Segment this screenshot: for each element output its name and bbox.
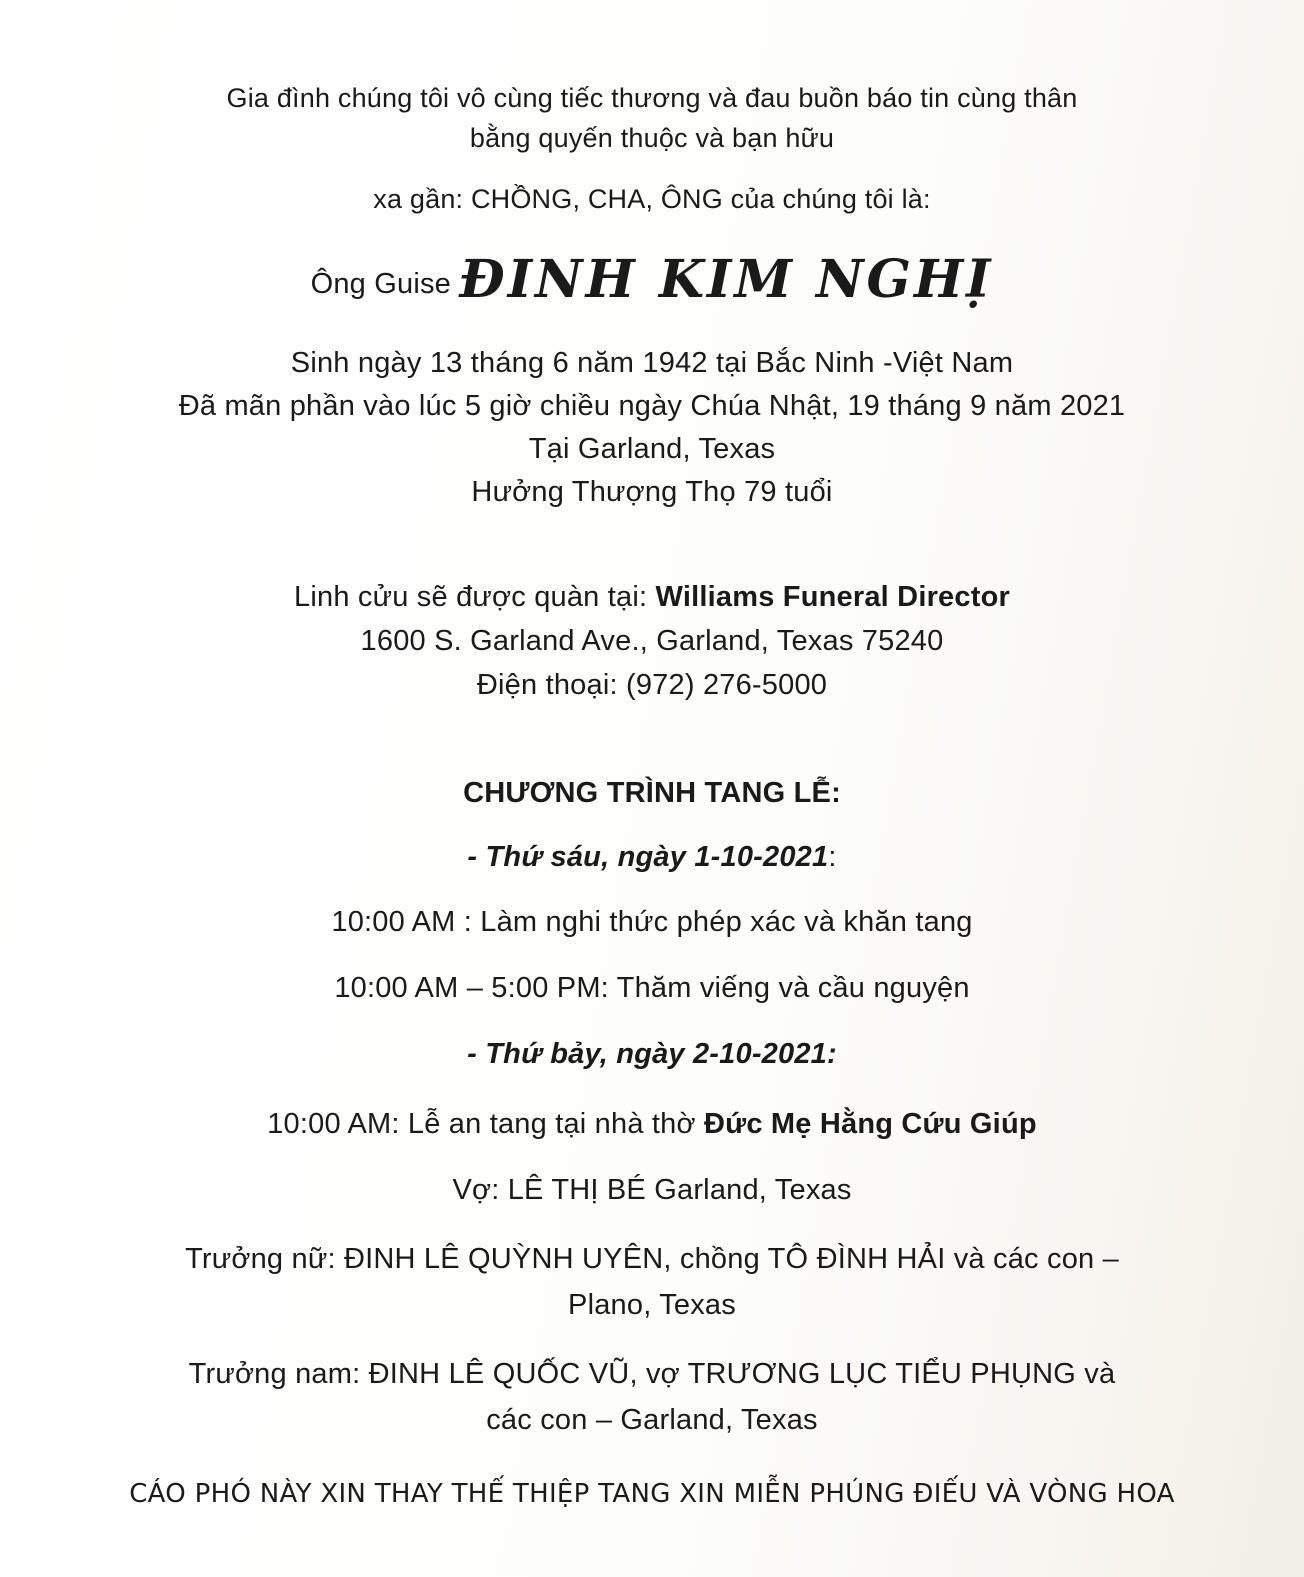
day1-heading-colon: :	[828, 841, 837, 873]
church-name: Đức Mẹ Hằng Cứu Giúp	[703, 1108, 1037, 1140]
day1-heading	[0, 839, 1304, 875]
deceased-name: ĐINH KIM NGHỊ	[459, 249, 994, 310]
day2-item	[0, 1106, 1304, 1142]
funeral-home-name: Williams Funeral Director	[655, 581, 1010, 613]
son-line-2: các con – Garland, Texas	[486, 1404, 818, 1436]
daughter-line-2: Plano, Texas	[568, 1289, 736, 1321]
closing-notice: CÁO PHÓ NÀY XIN THAY THẾ THIỆP TANG XIN MIỄN PHÚNG ĐIẾU VÀ VÒNG HOA	[129, 1479, 1175, 1509]
funeral-home-phone: Điện thoại: (972) 276-5000	[476, 669, 828, 701]
day1-heading-text: - Thứ sáu, ngày 1-10-2021	[467, 841, 829, 873]
intro-line-1: Gia đình chúng tôi vô cùng tiếc thương và đau buồn báo tin cùng thân	[226, 83, 1078, 113]
daughter-line-1: Trưởng nữ: ĐINH LÊ QUỲNH UYÊN, chồng TÔ ĐÌNH HẢI và các con –	[185, 1243, 1119, 1275]
day1-item-2: 10:00 AM – 5:00 PM: Thăm viếng và cầu nguyện	[334, 972, 970, 1004]
deceased-name-line	[0, 248, 1304, 316]
age-info: Hưởng Thượng Thọ 79 tuổi	[471, 476, 833, 508]
day2-item-text: 10:00 AM: Lễ an tang tại nhà thờ	[267, 1108, 696, 1140]
intro-line-3: xa gần: CHỒNG, CHA, ÔNG của chúng tôi là:	[373, 184, 931, 214]
funeral-home-label: Linh cửu sẽ được quàn tại:	[294, 581, 648, 613]
funeral-home-line	[0, 579, 1304, 615]
wife-line: Vợ: LÊ THỊ BÉ Garland, Texas	[452, 1174, 852, 1206]
funeral-home-address: 1600 S. Garland Ave., Garland, Texas 75240	[360, 625, 944, 657]
intro-line-2: bằng quyến thuộc và bạn hữu	[469, 123, 835, 153]
death-place: Tại Garland, Texas	[528, 433, 776, 465]
son-line-1: Trưởng nam: ĐINH LÊ QUỐC VŨ, vợ TRƯƠNG LỤC TIỂU PHỤNG và	[188, 1358, 1116, 1390]
death-info: Đã mãn phần vào lúc 5 giờ chiều ngày Chúa Nhật, 19 tháng 9 năm 2021	[178, 390, 1126, 422]
program-title: CHƯƠNG TRÌNH TANG LỄ:	[463, 777, 841, 809]
day2-heading: - Thứ bảy, ngày 2-10-2021:	[467, 1038, 837, 1070]
day1-item-1: 10:00 AM : Làm nghi thức phép xác và khăn tang	[331, 906, 973, 938]
name-prefix: Ông Guise	[310, 268, 452, 300]
birth-info: Sinh ngày 13 tháng 6 năm 1942 tại Bắc Ninh -Việt Nam	[290, 347, 1014, 379]
